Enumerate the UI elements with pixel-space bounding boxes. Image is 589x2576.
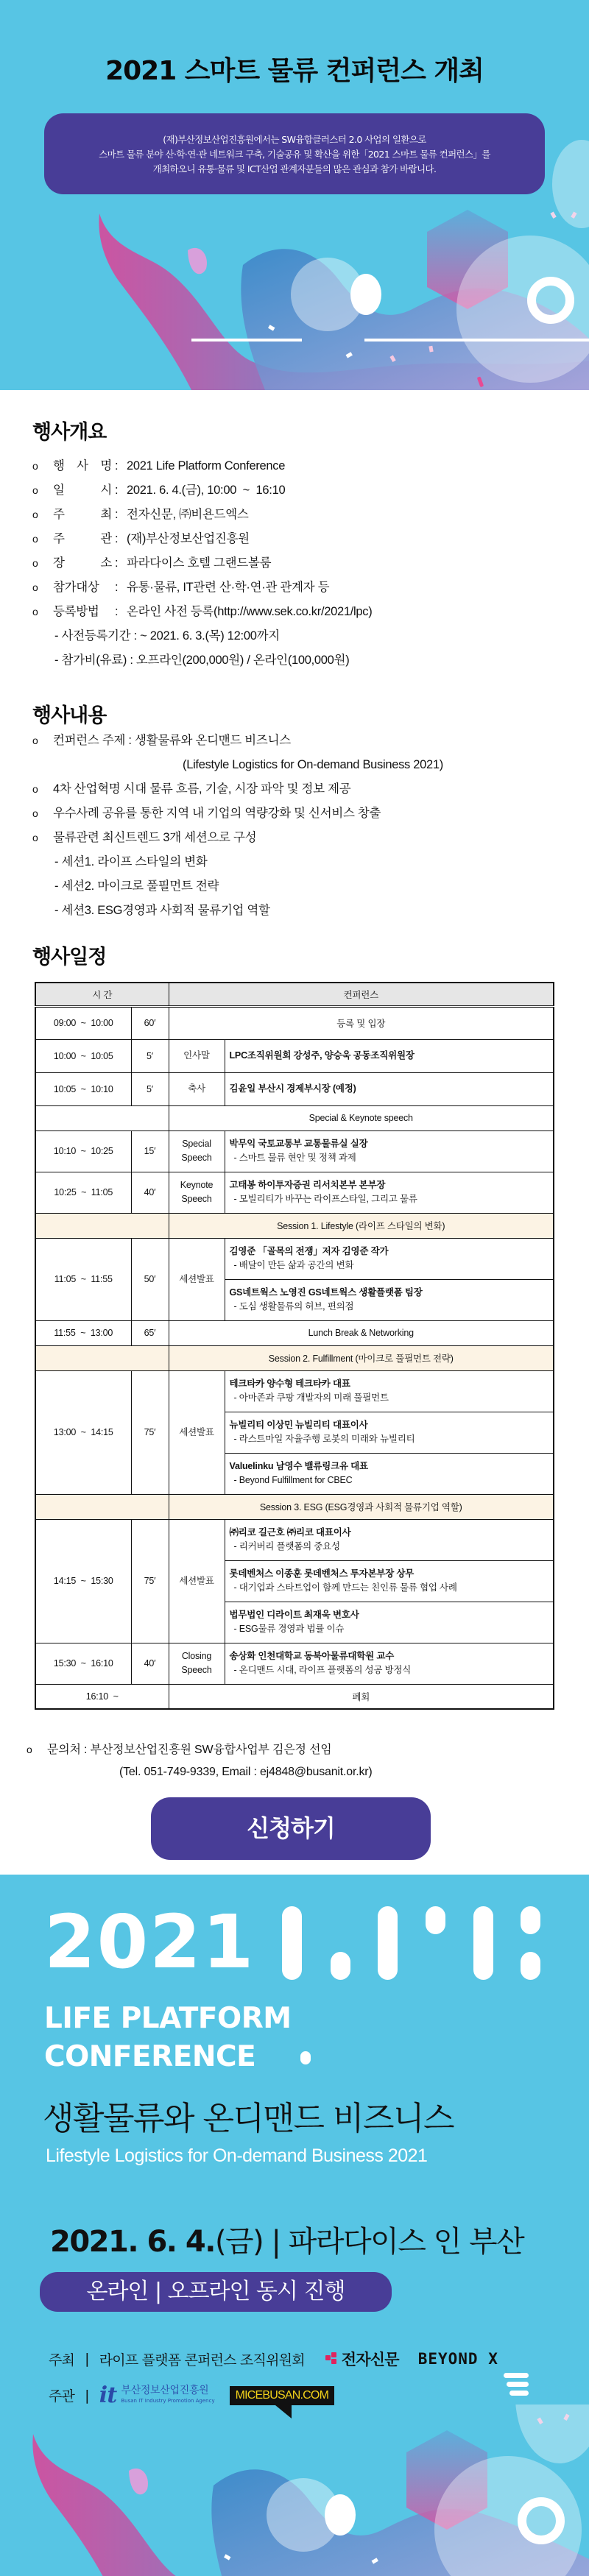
schedule-heading: 행사일정 xyxy=(32,946,107,969)
table-row-lunch: 11:55 ~ 13:00 65′ Lunch Break & Networking xyxy=(35,1320,554,1345)
content-item: o 4차 산업혁명 시대 물류 흐름, 기술, 시장 파악 및 정보 제공 xyxy=(32,777,443,802)
item-label: 행 사 명 xyxy=(53,459,112,473)
contact-info xyxy=(27,1738,373,1783)
bullet-icon: o xyxy=(32,735,38,746)
overview-sub-fee: - 참가비(유료) : 오프라인(200,000원) / 온라인(100,000원) xyxy=(54,654,350,667)
table-row: Valuelinku 남영수 밸류링크유 대표 - Beyond Fulfillment for CBEC xyxy=(35,1453,554,1494)
content-theme: o 컨퍼런스 주제 : 생활물류와 온디맨드 비즈니스 xyxy=(32,729,443,753)
table-row: 15:30 ~ 16:10 40′ Closing Speech 송상화 인천대학교 동북아물류대학원 교수 - 온디맨드 시대, 라이프 플랫폼의 성공 방정식 xyxy=(35,1643,554,1684)
table-row: 09:00 ~ 10:00 60′ 등록 및 입장 xyxy=(35,1006,554,1039)
table-row-session-3: Session 3. ESG (ESG경영과 사회적 물류기업 역할) xyxy=(35,1494,554,1519)
micebusan-logo: MICEBUSAN.COM xyxy=(230,2386,335,2405)
bullet-icon: o xyxy=(32,484,38,496)
hamburger-icon xyxy=(504,2373,529,2396)
overview-item-venue: o 장 소 : 파라다이스 호텔 그랜드볼룸 xyxy=(32,551,372,576)
bullet-icon: o xyxy=(27,1744,32,1755)
abstract-wave-decoration xyxy=(0,2405,589,2576)
event-mode-badge: 온라인 | 오프라인 동시 진행 xyxy=(40,2272,392,2312)
host-row: 주최 | 라이프 플랫폼 콘퍼런스 조직위원회 전자신문 BEYOND X xyxy=(49,2348,498,2370)
item-value: (재)부산정보산업진흥원 xyxy=(127,532,250,545)
table-row-keynote-header: Special & Keynote speech xyxy=(35,1105,554,1130)
bullet-icon: o xyxy=(32,606,38,618)
registration-link[interactable]: 온라인 사전 등록(http://www.sek.co.kr/2021/lpc) xyxy=(127,605,373,618)
column-header-time: 시 간 xyxy=(35,983,169,1006)
bullet-icon: o xyxy=(32,807,38,819)
lpc-title: LIFE PLATFORM CONFERENCE xyxy=(44,2002,292,2073)
content-list xyxy=(32,729,443,923)
column-header-conference: 컨퍼런스 xyxy=(169,983,554,1006)
table-row-session-2: Session 2. Fulfillment (마이크로 풀필먼트 전략) xyxy=(35,1345,554,1370)
table-row: 14:15 ~ 15:30 75′ 세션발표 ㈜리코 길근호 ㈜리코 대표이사 - 리커버리 플랫폼의 중요성 xyxy=(35,1519,554,1560)
item-label: 주 관 xyxy=(53,532,112,545)
table-row: 13:00 ~ 14:15 75′ 세션발표 테크타카 양수형 테크타카 대표 - 아마존과 쿠팡 개발자의 미래 풀필먼트 xyxy=(35,1370,554,1412)
table-row: 10:00 ~ 10:05 5′ 인사말 LPC조직위원회 강성주, 양승욱 공동조직위원장 xyxy=(35,1039,554,1072)
table-row: 뉴빌리티 이상민 뉴빌리티 대표이사 - 라스트마일 자율주행 로봇의 미래와 뉴빌리티 xyxy=(35,1412,554,1453)
overview-item-registration: o 등록방법 : 온라인 사전 등록(http://www.sek.co.kr/2021/lpc) xyxy=(32,600,372,624)
content-theme-en: (Lifestyle Logistics for On-demand Business 2021) xyxy=(183,758,443,771)
item-label: 주 최 xyxy=(53,508,112,521)
table-row-end: 16:10 ~ 폐회 xyxy=(35,1684,554,1709)
intro-line: (재)부산정보산업진흥원에서는 SW융합클러스터 2.0 사업의 일환으로 xyxy=(163,134,426,145)
busan-it-mark-icon: it xyxy=(99,2382,117,2408)
table-row-session-1: Session 1. Lifestyle (라이프 스타일의 변화) xyxy=(35,1213,554,1238)
table-row: 11:05 ~ 11:55 50′ 세션발표 김영준 「골목의 전쟁」저자 김영준 작가 - 배달이 만든 삶과 공간의 변화 xyxy=(35,1238,554,1279)
contact-line: o 문의처 : 부산정보산업진흥원 SW융합사업부 김은정 선임 xyxy=(27,1738,373,1761)
table-row: 10:10 ~ 10:25 15′ Special Speech 박무익 국토교통부 교통물류실 실장 - 스마트 물류 현안 및 정책 과제 xyxy=(35,1130,554,1172)
etnews-logo: 전자신문 xyxy=(325,2348,399,2370)
overview-item-organizer: o 주 관 : (재)부산정보산업진흥원 xyxy=(32,527,372,551)
overview-item-name: o 행 사 명 : 2021 Life Platform Conference xyxy=(32,454,372,478)
beyondx-logo: BEYOND X xyxy=(417,2350,498,2368)
overview-list xyxy=(32,454,372,673)
lpc-year: 2021 xyxy=(44,1899,255,1985)
overview-heading: 행사개요 xyxy=(32,421,107,444)
lpc-dot xyxy=(300,2051,311,2064)
busan-it-logo: it 부산정보산업진흥원 Busan IT Industry Promotion Agency xyxy=(99,2382,215,2408)
item-value: 유통·물류, IT관련 산·학·연·관 관계자 등 xyxy=(127,581,330,594)
page-title: 2021 스마트 물류 컨퍼런스 개최 xyxy=(105,56,484,86)
table-row: GS네트웍스 노영진 GS네트웍스 생활플랫폼 팀장 - 도심 생활물류의 허브, 편의점 xyxy=(35,1279,554,1320)
top-banner xyxy=(0,0,589,390)
overview-item-target: o 참가대상 : 유통·물류, IT관련 산·학·연·관 관계자 등 xyxy=(32,576,372,600)
overview-sub-period: - 사전등록기간 : ~ 2021. 6. 3.(목) 12:00까지 xyxy=(54,629,280,643)
table-row: 10:25 ~ 11:05 40′ Keynote Speech 고태봉 하이투자증권 리서치본부 본부장 - 모빌리티가 바꾸는 라이프스타일, 그리고 물류 xyxy=(35,1172,554,1213)
event-date-venue: 2021. 6. 4.(금) | 파라다이스 인 부산 xyxy=(50,2225,524,2259)
schedule-table xyxy=(35,982,554,1710)
bottom-banner xyxy=(0,1875,589,2576)
content-item: o 우수사례 공유를 통한 지역 내 기업의 역량강화 및 신서비스 창출 xyxy=(32,802,443,826)
item-label: 참가대상 xyxy=(53,581,99,594)
bullet-icon: o xyxy=(32,460,38,472)
bullet-icon: o xyxy=(32,557,38,569)
table-row: 법무법인 디라이트 최재욱 변호사 - ESG물류 경영과 법률 이슈 xyxy=(35,1602,554,1643)
item-value: 2021 Life Platform Conference xyxy=(127,459,286,473)
item-value: 파라다이스 호텔 그랜드볼룸 xyxy=(127,556,272,570)
host-name: 라이프 플랫폼 콘퍼런스 조직위원회 xyxy=(99,2352,305,2368)
session-item: - 세션2. 마이크로 풀필먼트 전략 xyxy=(54,880,219,893)
intro-box xyxy=(44,113,545,194)
bullet-icon: o xyxy=(32,533,38,545)
bullet-icon: o xyxy=(32,832,38,843)
bullet-icon: o xyxy=(32,509,38,520)
theme-korean: 생활물류와 온디맨드 비즈니스 xyxy=(43,2100,454,2137)
item-label: 등록방법 xyxy=(53,605,99,618)
bullet-icon: o xyxy=(32,581,38,593)
item-label: 장 소 xyxy=(53,556,112,570)
intro-line: 스마트 물류 분야 산·학·연·관 네트워크 구축, 기술공유 및 확산을 위한「2021 스마트 물류 컨퍼런스」를 xyxy=(99,149,490,160)
overview-item-date: o 일 시 : 2021. 6. 4.(금), 10:00 ~ 16:10 xyxy=(32,478,372,503)
table-row: 롯데벤처스 이종훈 롯데벤처스 투자본부장 상무 - 대기업과 스타트업이 함께 만드는 친인류 물류 협업 사례 xyxy=(35,1560,554,1602)
item-value: 2021. 6. 4.(금), 10:00 ~ 16:10 xyxy=(127,484,286,497)
table-row: 10:05 ~ 10:10 5′ 축사 김윤일 부산시 경제부시장 (예정) xyxy=(35,1072,554,1105)
content-item: o 물류관련 최신트렌드 3개 세션으로 구성 xyxy=(32,826,443,850)
contact-details: (Tel. 051-749-9339, Email : ej4848@busanit.or.kr) xyxy=(119,1766,373,1778)
apply-button[interactable]: 신청하기 xyxy=(151,1797,431,1860)
theme-english: Lifestyle Logistics for On-demand Business 2021 xyxy=(46,2145,428,2166)
table-header-row xyxy=(35,983,554,1006)
item-label: 일 시 xyxy=(53,484,112,497)
organizer-row: 주관 | it 부산정보산업진흥원 Busan IT Industry Promotion Agency MICEBUSAN.COM xyxy=(49,2382,334,2408)
content-heading: 행사내용 xyxy=(32,704,107,727)
bullet-icon: o xyxy=(32,783,38,795)
session-item: - 세션1. 라이프 스타일의 변화 xyxy=(54,855,208,868)
etnews-mark-icon xyxy=(325,2352,339,2366)
item-value: 전자신문, ㈜비욘드엑스 xyxy=(127,508,249,521)
overview-item-host: o 주 최 : 전자신문, ㈜비욘드엑스 xyxy=(32,503,372,527)
intro-line: 개최하오니 유통·물류 및 ICT산업 관계자분들의 많은 관심과 참가 바랍니다. xyxy=(152,163,437,174)
session-item: - 세션3. ESG경영과 사회적 물류기업 역할 xyxy=(54,904,270,917)
